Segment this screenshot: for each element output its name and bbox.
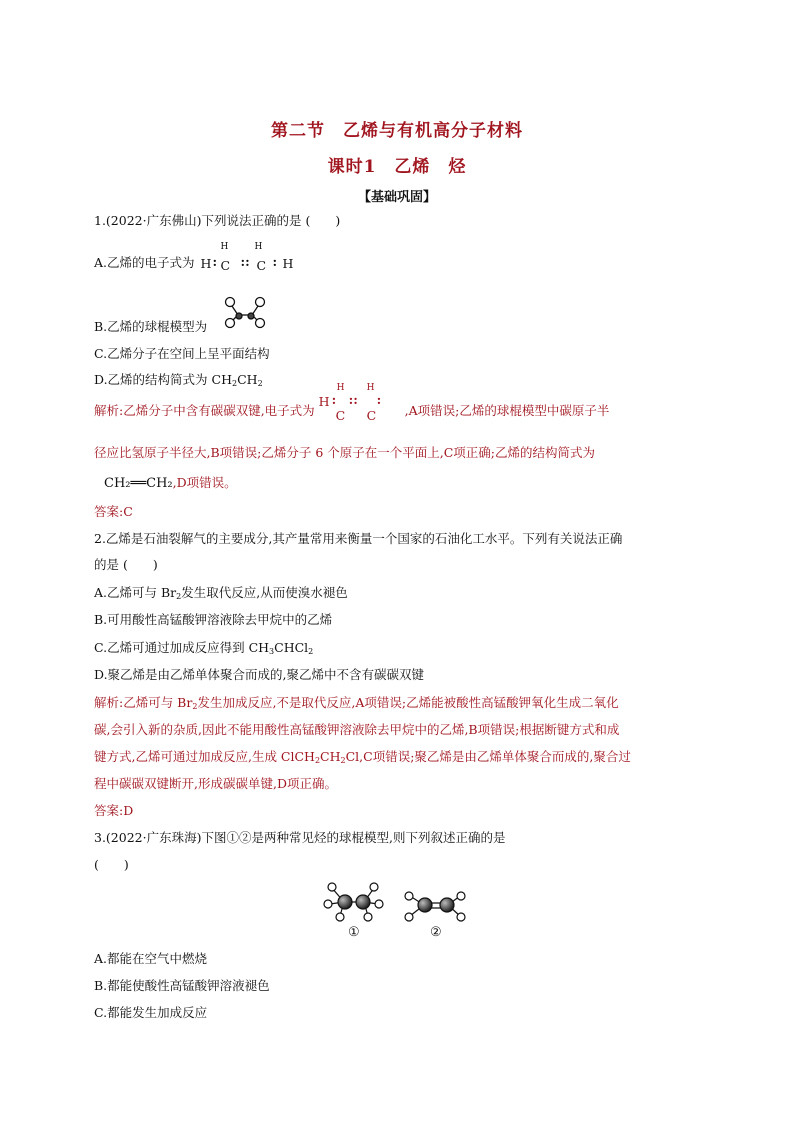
subscript: 2 [232, 379, 238, 388]
electron-formula-ethylene [199, 241, 299, 273]
q2-analysis-line4: 程中碳碳双键断开,形成碳碳单键,D项正确。 [94, 776, 337, 791]
q2-answer: 答案:D [94, 803, 134, 818]
atom-h-top: H [254, 241, 263, 252]
analysis-text: 键方式,乙烯可通过加成反应,生成 ClCH [94, 749, 315, 764]
electron-formula-in-analysis [318, 382, 401, 423]
electron-pair: : [376, 391, 382, 407]
q1-option-a [94, 241, 299, 273]
electron-pair: : [331, 391, 337, 407]
electron-pair: : [212, 253, 218, 269]
q2-stem-line2: 的是 ( ) [94, 557, 158, 572]
q2-a-text: A.乙烯可与 Br [94, 585, 177, 600]
q1-d-text: D.乙烯的结构简式为 CH [94, 372, 232, 387]
q2-analysis-line2: 碳,会引入新的杂质,因此不能用酸性高锰酸钾溶液除去甲烷中的乙烯,B项错误;根据断键方式和成 [94, 722, 620, 737]
section-heading: 【基础巩固】 [357, 190, 436, 205]
q2-a-text: 发生取代反应,从而使溴水褪色 [181, 585, 348, 600]
q1-stem: 1.(2022·广东佛山)下列说法正确的是 ( ) [94, 213, 341, 228]
q1-option-d [94, 371, 263, 393]
analysis-text: Cl,C项错误;聚乙烯是由乙烯单体聚合而成的,聚合过 [345, 749, 631, 764]
q2-stem-line1: 2.乙烯是石油裂解气的主要成分,其产量常用来衡量一个国家的石油化工水平。下列有关说法正确 [94, 531, 623, 546]
model-label-2: ② [430, 925, 442, 940]
analysis-text: CH [320, 749, 341, 764]
model-label-1: ① [348, 925, 360, 940]
q2-analysis-line1 [94, 694, 619, 716]
q1-analysis-line3 [94, 474, 237, 493]
subscript: 2 [257, 379, 263, 388]
electron-pair: : [272, 253, 278, 269]
atom-h: H [282, 255, 294, 271]
subscript: 3 [269, 647, 275, 656]
q3-stem-line2: ( ) [94, 857, 129, 872]
q2-c-text: C.乙烯可通过加成反应得到 CH [94, 640, 270, 655]
atom-h: H [200, 255, 212, 271]
q1-analysis-line1 [94, 382, 610, 423]
analysis-text: ,D项错误。 [172, 475, 237, 490]
q2-option-a [94, 584, 348, 606]
q2-option-b: B.可用酸性高锰酸钾溶液除去甲烷中的乙烯 [94, 612, 333, 627]
analysis-text: 发生加成反应,不是取代反应,A项错误;乙烯能被酸性高锰酸钾氧化生成二氧化 [197, 695, 619, 710]
q1-option-c: C.乙烯分子在空间上呈平面结构 [94, 346, 270, 361]
q2-c-text: CHCl [274, 640, 309, 655]
analysis-text: 解析:乙烯可与 Br [94, 695, 193, 710]
q3-option-b: B.都能使酸性高锰酸钾溶液褪色 [94, 978, 270, 993]
q1-option-b [94, 318, 207, 336]
double-bond-pairs: :: [348, 391, 358, 407]
atom-c: C [256, 257, 267, 273]
ball-stick-model-ethylene [402, 890, 468, 924]
atom-c: C [220, 257, 231, 273]
q2-option-d: D.聚乙烯是由乙烯单体聚合而成的,聚乙烯中不含有碳碳双键 [94, 667, 425, 682]
ball-stick-model-incorrect [220, 293, 270, 329]
subscript: 2 [192, 702, 198, 711]
atom-c: C [366, 407, 377, 423]
q1-answer: 答案:C [94, 504, 133, 519]
subscript: 2 [314, 756, 321, 765]
ball-stick-model-ethane [322, 880, 384, 922]
atom-h-top: H [366, 382, 375, 393]
q1-analysis-line2: 径应比氢原子半径大,B项错误;乙烯分子 6 个原子在一个平面上,C项正确;乙烯的结构简式为 [94, 445, 596, 460]
analysis-text: 解析:乙烯分子中含有碳碳双键,电子式为 [94, 403, 315, 418]
lesson-title: 课时1 乙烯 烃 [327, 157, 467, 177]
chapter-title: 第二节 乙烯与有机高分子材料 [271, 121, 523, 141]
subscript: 2 [308, 647, 314, 656]
q1-option-a-text: A.乙烯的电子式为 [94, 255, 195, 270]
atom-c: C [335, 407, 346, 423]
analysis-text: ,A项错误;乙烯的球棍模型中碳原子半 [404, 403, 610, 418]
q3-option-c: C.都能发生加成反应 [94, 1005, 208, 1020]
double-bond-pairs: :: [240, 253, 250, 269]
subscript: 2 [176, 592, 182, 601]
q1-d-mid: CH [237, 372, 258, 387]
q2-analysis-line3 [94, 748, 631, 770]
q3-option-a: A.都能在空气中燃烧 [94, 951, 208, 966]
ethylene-structural-formula: CH₂══CH₂ [104, 476, 173, 491]
atom-h-top: H [220, 241, 229, 252]
atom-h: H [318, 393, 330, 409]
q3-stem-line1: 3.(2022·广东珠海)下图①②是两种常见烃的球棍模型,则下列叙述正确的是 [94, 830, 506, 845]
subscript: 2 [340, 756, 346, 765]
q1-option-b-text: B.乙烯的球棍模型为 [94, 319, 208, 334]
atom-h-top: H [336, 382, 345, 393]
q2-option-c [94, 639, 313, 661]
